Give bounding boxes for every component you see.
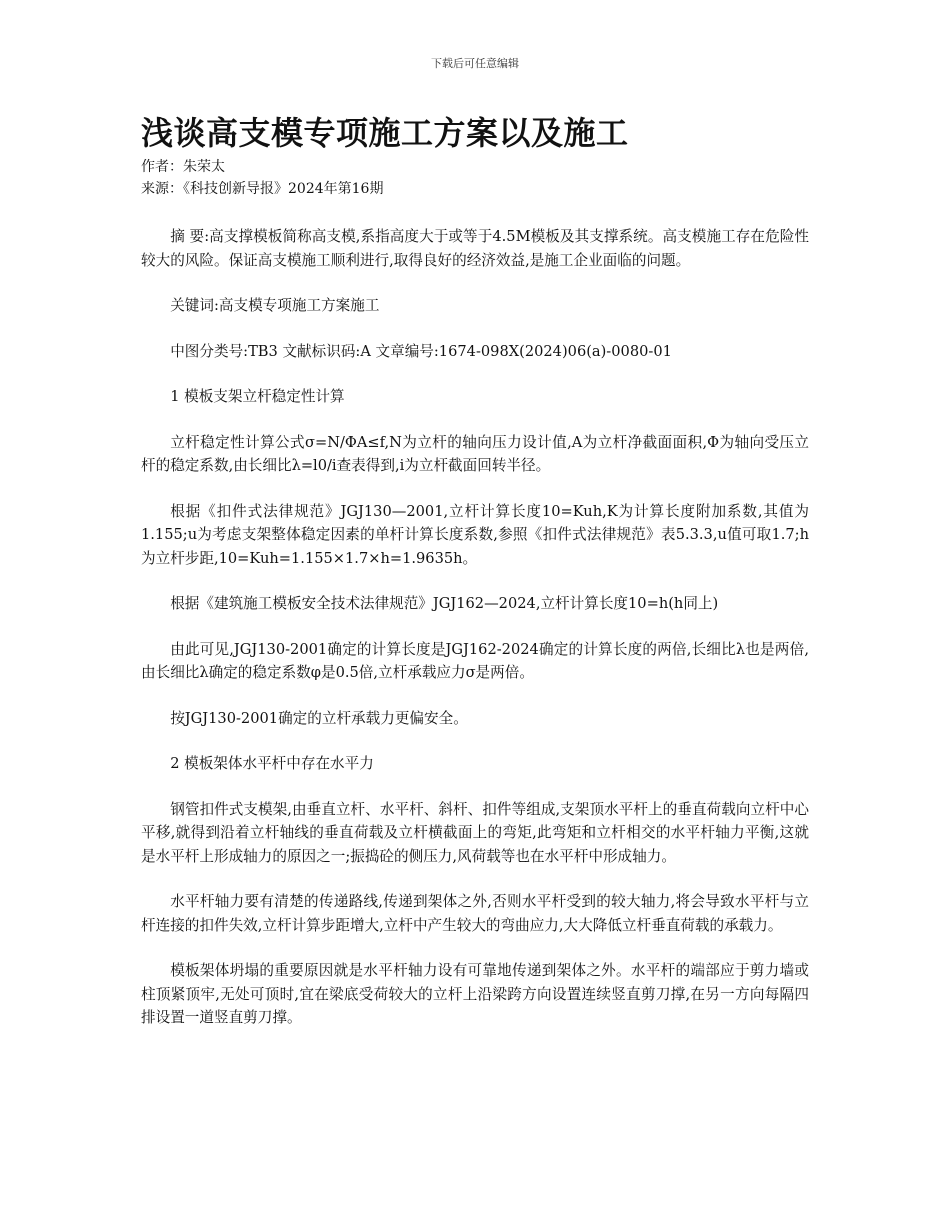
article-title: 浅谈高支模专项施工方案以及施工 — [141, 114, 629, 152]
body-paragraph: 根据《建筑施工模板安全技术法律规范》JGJ162—2024,立杆计算长度10=h(h同上) — [170, 595, 719, 612]
body-paragraph: 根据《扣件式法律规范》JGJ130—2001,立杆计算长度10=Kuh,K为计算长度附加系数,其值为1.155;u为考虑支架整体稳定因素的单杆计算长度系数,参照《扣件式法律规范》表5.3.3,u值可取1.7;h为立杆步距,10=Kuh=1.155×1.7×h=1.9635h。 — [141, 502, 809, 567]
body-paragraph: 模板架体坍塌的重要原因就是水平杆轴力设有可靠地传递到架体之外。水平杆的端部应于剪力墙或柱顶紧顶牢,无处可顶时,宜在梁底受荷较大的立杆上沿梁跨方向设置连续竖直剪刀撑,在另一方向每隔四排设置一道竖直剪刀撑。 — [141, 962, 809, 1026]
body-paragraph: 水平杆轴力要有清楚的传递路线,传递到架体之外,否则水平杆受到的较大轴力,将会导致水平杆与立杆连接的扣件失效,立杆计算步距增大,立杆中产生较大的弯曲应力,大大降低立杆垂直荷载的承载力。 — [141, 893, 809, 934]
body-paragraph: 钢管扣件式支模架,由垂直立杆、水平杆、斜杆、扣件等组成,支架顶水平杆上的垂直荷载向立杆中心平移,就得到沿着立杆轴线的垂直荷载及立杆横截面上的弯矩,此弯矩和立杆相交的水平杆轴力平衡,这就是水平杆上形成轴力的原因之一;振捣砼的侧压力,风荷载等也在水平杆中形成轴力。 — [141, 800, 809, 865]
body-paragraph: 由此可见,JGJ130-2001确定的计算长度是JGJ162-2024确定的计算长度的两倍,长细比λ也是两倍,由长细比λ确定的稳定系数φ是0.5倍,立杆承载应力σ是两倍。 — [141, 640, 809, 681]
abstract-paragraph: 摘 要:高支撑模板简称高支模,系指高度大于或等于4.5M模板及其支撑系统。高支模施工存在危险性较大的风险。保证高支模施工顺利进行,取得良好的经济效益,是施工企业面临的问题。 — [141, 228, 809, 269]
section-heading-2: 2 模板架体水平杆中存在水平力 — [170, 755, 374, 772]
page-header-note: 下载后可任意编辑 — [431, 57, 519, 70]
body-paragraph: 立杆稳定性计算公式σ=N/ΦA≤f,N为立杆的轴向压力设计值,A为立杆净截面面积,Φ为轴向受压立杆的稳定系数,由长细比λ=l0/i查表得到,i为立杆截面回转半径。 — [141, 433, 809, 474]
section-heading-1: 1 模板支架立杆稳定性计算 — [170, 388, 345, 405]
article-author: 作者：朱荣太 — [141, 159, 225, 175]
body-paragraph: 按JGJ130-2001确定的立杆承载力更偏安全。 — [170, 709, 468, 727]
article-source: 来源：《科技创新导报》2024年第16期 — [141, 181, 384, 197]
classification-paragraph: 中图分类号:TB3 文献标识码:A 文章编号:1674-098X(2024)06(a)-0080-01 — [170, 342, 672, 360]
keywords-paragraph: 关键词:高支模专项施工方案施工 — [170, 297, 380, 314]
article-body — [141, 110, 809, 1030]
